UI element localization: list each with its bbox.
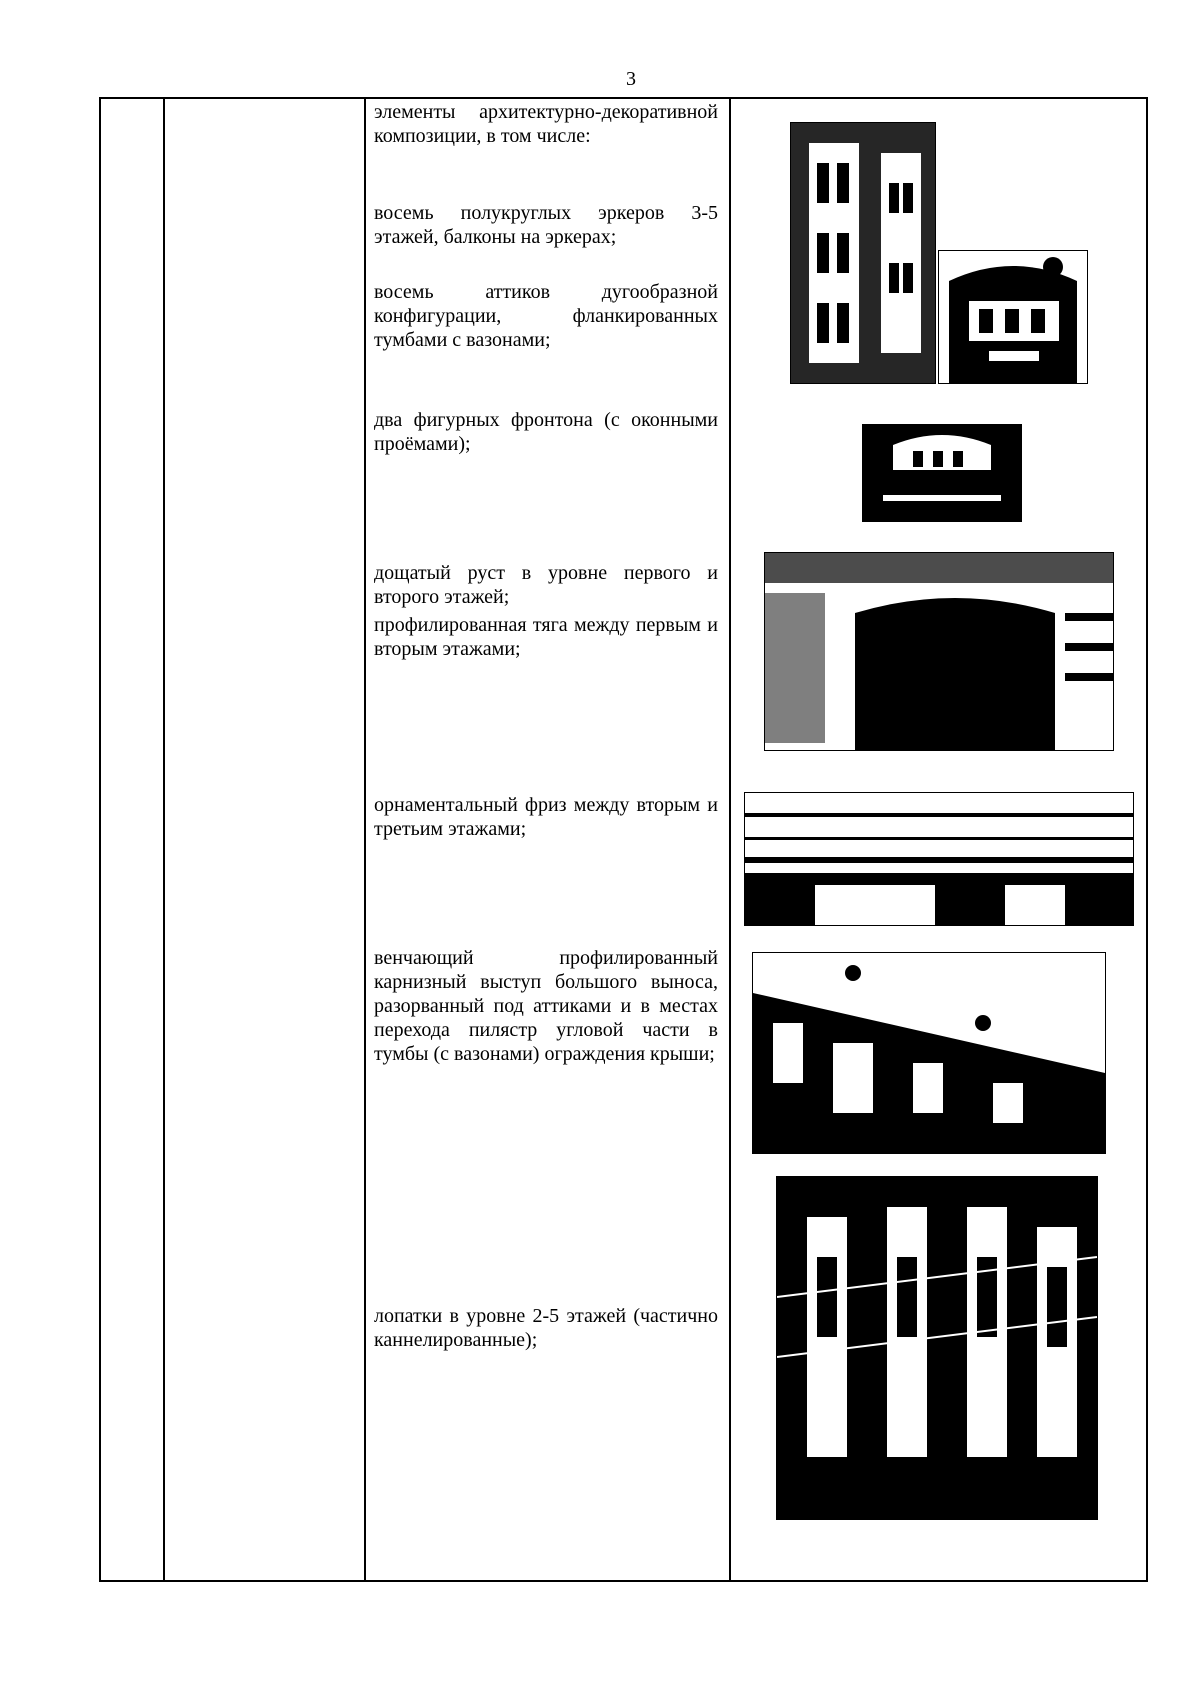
photo-pilasters	[776, 1176, 1098, 1520]
column-divider-3	[729, 97, 731, 1582]
column-divider-2	[364, 97, 366, 1582]
item-intro: элементы архитектурно-декоративной композиции, в том числе:	[374, 101, 718, 147]
photo-rustication	[764, 552, 1114, 751]
item-cornice: венчающий профилированный карнизный выступ большого выноса, разорванный под аттиками и в местах перехода пилястр угловой части в тумбы (с вазонами) ограждения крыши;	[374, 947, 718, 1065]
item-pediments: два фигурных фронтона (с оконными проёмами);	[374, 409, 718, 455]
photo-cornice	[752, 952, 1106, 1154]
item-rustication: дощатый руст в уровне первого и второго этажей;	[374, 562, 718, 608]
item-pilasters: лопатки в уровне 2-5 этажей (частично каннелированные);	[374, 1305, 718, 1351]
photo-bay-windows	[790, 122, 936, 384]
item-bay-windows: восемь полукруглых эркеров 3-5 этажей, балконы на эркерах;	[374, 202, 718, 248]
page-number: 3	[626, 68, 636, 90]
photo-pediment	[862, 424, 1022, 522]
photo-frieze	[744, 792, 1134, 926]
item-molding: профилированная тяга между первым и вторым этажами;	[374, 614, 718, 660]
column-divider-1	[163, 97, 165, 1582]
item-attics: восемь аттиков дугообразной конфигурации, фланкированных тумбами с вазонами;	[374, 281, 718, 351]
item-frieze: орнаментальный фриз между вторым и третьим этажами;	[374, 794, 718, 840]
photo-attic	[938, 250, 1088, 384]
